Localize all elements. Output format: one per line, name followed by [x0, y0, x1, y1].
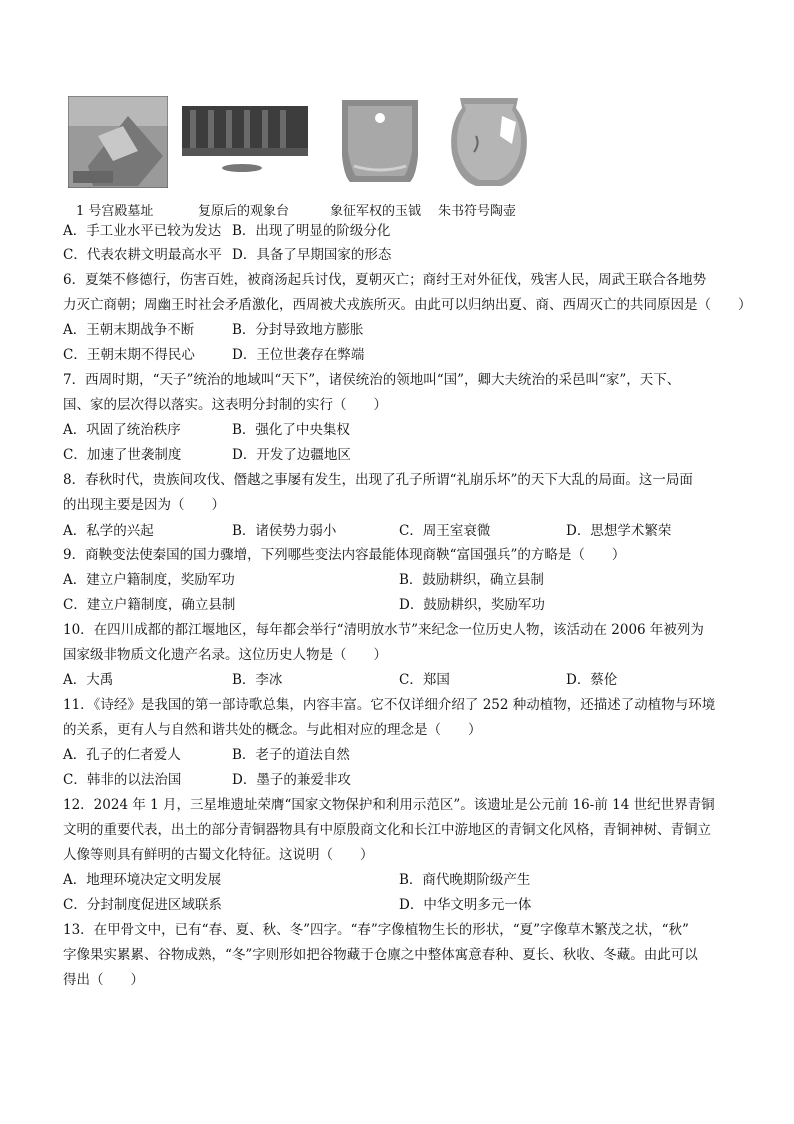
q7-stem-line: 7．西周时期，“天子”统治的地域叫“天下”，诸侯统治的领地叫“国”，卿大夫统治的采邑叫“家”，天下、: [63, 372, 681, 388]
q5-option-c: C．代表农耕文明最高水平: [63, 247, 222, 263]
q10-option-c: C．郑国: [399, 672, 450, 688]
q9-option-d: D．鼓励耕织，奖励军功: [399, 597, 545, 613]
q7-option-c: C．加速了世袭制度: [63, 447, 182, 463]
q5-option-a: A．手工业水平已较为发达: [63, 223, 222, 239]
figure-caption: 象征军权的玉钺: [330, 204, 422, 219]
q9-stem-line: 9．商鞅变法使秦国的国力骤增，下列哪些变法内容最能体现商鞅“富国强兵”的方略是（ ）: [63, 547, 626, 563]
figure-caption: 朱书符号陶壶: [438, 204, 517, 219]
q10-option-d: D．蔡伦: [566, 672, 618, 688]
q11-option-a: A．孔子的仁者爱人: [63, 747, 181, 763]
q12-stem-line: 人像等则具有鲜明的古蜀文化特征。这说明（ ）: [63, 847, 374, 863]
q9-option-c: C．建立户籍制度，确立县制: [63, 597, 236, 613]
q9-option-b: B．鼓励耕织，确立县制: [399, 572, 544, 588]
observatory-photo: [180, 96, 310, 188]
q6-option-a: A．王朝末期战争不断: [63, 322, 195, 338]
q10-option-b: B．李冰: [232, 672, 283, 688]
q7-option-a: A．巩固了统治秩序: [63, 422, 181, 438]
q7-option-d: D．开发了边疆地区: [232, 447, 351, 463]
q8-option-d: D．思想学术繁荣: [566, 523, 672, 539]
q12-stem-line: 12．2024 年 1 月，三星堆遗址荣膺“国家文物保护和利用示范区”。该遗址是公元前 16-前 14 世纪世界青铜: [63, 797, 715, 813]
q6-stem-line: 6．夏桀不修德行，伤害百姓，被商汤起兵讨伐，夏朝灭亡；商纣王对外征伐，残害人民，周武王联合各地势: [63, 272, 707, 288]
q13-stem-line: 得出（ ）: [63, 972, 144, 988]
q6-option-b: B．分封导致地方膨胀: [232, 322, 364, 338]
q13-stem-line: 字像果实累累、谷物成熟，“冬”字则形如把谷物藏于仓廪之中整体寓意春种、夏长、秋收、冬藏。由此可以: [63, 947, 698, 963]
q5-option-b: B．出现了明显的阶级分化: [232, 223, 391, 239]
q8-option-b: B．诸侯势力弱小: [232, 523, 337, 539]
q9-option-a: A．建立户籍制度，奖励军功: [63, 572, 235, 588]
q8-option-c: C．周王室衰微: [399, 523, 491, 539]
q11-option-c: C．韩非的以法治国: [63, 772, 182, 788]
q8-stem-line: 的出现主要是因为（ ）: [63, 497, 225, 513]
q12-option-a: A．地理环境决定文明发展: [63, 872, 222, 888]
q11-stem-line: 11．《诗经》是我国的第一部诗歌总集，内容丰富。它不仅详细介绍了 252 种动植物，还描述了动植物与环境: [63, 697, 716, 713]
q12-option-d: D．中华文明多元一体: [399, 897, 532, 913]
q10-option-a: A．大禹: [63, 672, 114, 688]
pottery-jar-photo: [446, 96, 532, 188]
q12-stem-line: 文明的重要代表，出土的部分青铜器物具有中原殷商文化和长江中游地区的青铜文化风格，青铜神树、青铜立: [63, 822, 711, 838]
q12-option-c: C．分封制度促进区域联系: [63, 897, 222, 913]
q10-stem-line: 10．在四川成都的都江堰地区，每年都会举行“清明放水节”来纪念一位历史人物，该活动在 2006 年被列为: [63, 622, 704, 638]
q7-stem-line: 国、家的层次得以落实。这表明分封制的实行（ ）: [63, 397, 387, 413]
q8-option-a: A．私学的兴起: [63, 523, 154, 539]
q11-option-b: B．老子的道法自然: [232, 747, 350, 763]
q11-stem-line: 的关系，更有人与自然和谐共处的概念。与此相对应的理念是（ ）: [63, 722, 482, 738]
q5-option-d: D．具备了早期国家的形态: [232, 247, 392, 263]
figure-caption: 复原后的观象台: [198, 204, 290, 219]
figure-row: [66, 96, 546, 196]
q11-option-d: D．墨子的兼爱非攻: [232, 772, 351, 788]
palace-site-photo: [68, 96, 168, 188]
q6-option-c: C．王朝末期不得民心: [63, 347, 195, 363]
q13-stem-line: 13．在甲骨文中，已有“春、夏、秋、冬”四字。“春”字像植物生长的形状，“夏”字像草木繁茂之状，“秋”: [63, 922, 689, 938]
jade-axe-photo: [334, 96, 426, 188]
q7-option-b: B．强化了中央集权: [232, 422, 350, 438]
figure-caption: 1 号宫殿墓址: [76, 204, 154, 219]
q10-stem-line: 国家级非物质文化遗产名录。这位历史人物是（ ）: [63, 647, 387, 663]
q8-stem-line: 8．春秋时代，贵族间攻伐、僭越之事屡有发生，出现了孔子所谓“礼崩乐坏”的天下大乱的局面。这一局面: [63, 472, 693, 488]
q12-option-b: B．商代晚期阶级产生: [399, 872, 531, 888]
q6-stem-line: 力灭亡商朝；周幽王时社会矛盾激化，西周被犬戎族所灭。由此可以归纳出夏、商、西周灭亡的共同原因是（ ）: [63, 297, 752, 313]
q6-option-d: D．王位世袭存在弊端: [232, 347, 365, 363]
